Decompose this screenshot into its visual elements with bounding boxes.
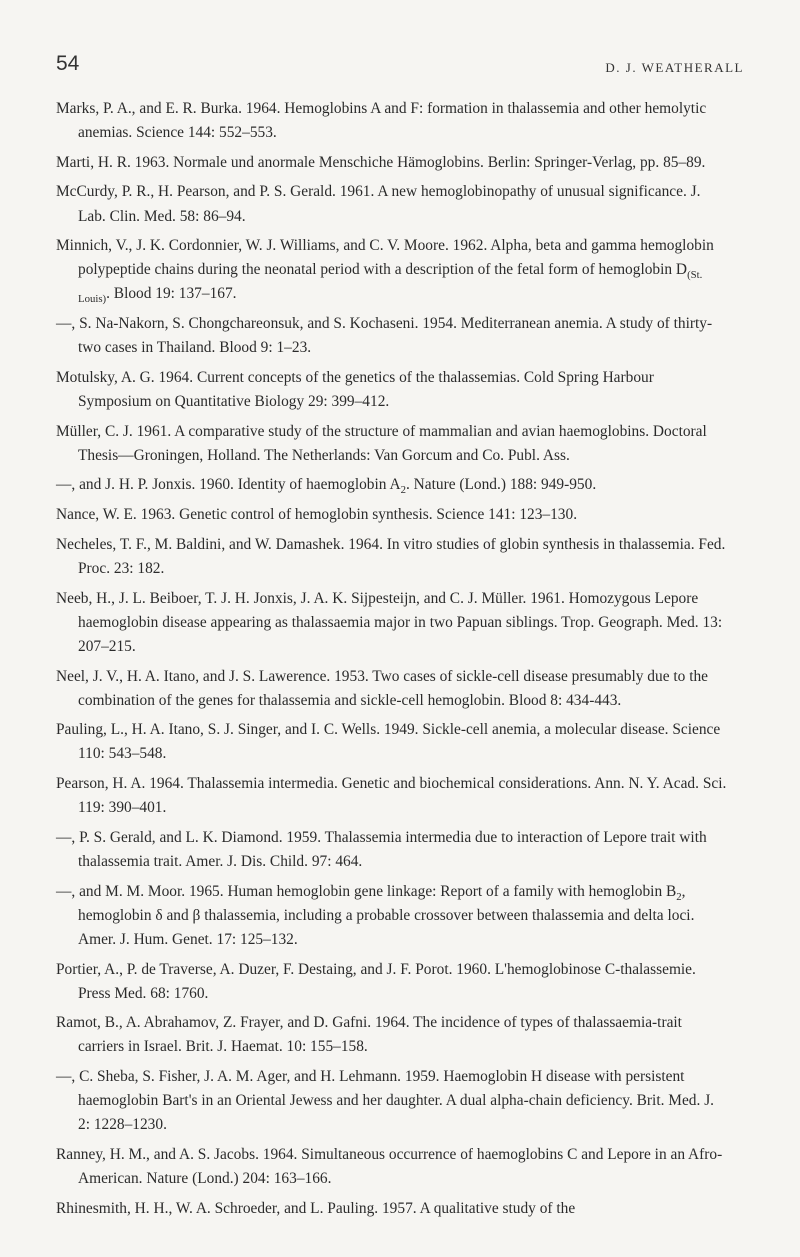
reference-text: Ramot, B., A. Abrahamov, Z. Frayer, and D. Gafni. 1964. The incidence of types of thalassaemia-trait carriers in Israel. Brit. J. Haemat. 10: 155–158. [56,1014,682,1056]
reference-entry [56,1065,728,1137]
reference-text: —, C. Sheba, S. Fisher, J. A. M. Ager, and H. Lehmann. 1959. Haemoglobin H disease with persistent haemoglobin Bart's in an Oriental Jewess and her daughter. A dual alpha-chain deficiency. Brit. Med. J. 2: 1228–1230. [56,1068,715,1134]
reference-text: McCurdy, P. R., H. Pearson, and P. S. Gerald. 1961. A new hemoglobinopathy of unusual significance. J. Lab. Clin. Med. 58: 86–94. [56,183,701,225]
reference-entry [56,533,728,581]
reference-entry [56,234,728,306]
reference-entry [56,312,728,360]
reference-entry [56,180,728,228]
reference-text: Minnich, V., J. K. Cordonnier, W. J. Williams, and C. V. Moore. 1962. Alpha, beta and gamma hemoglobin polypeptide chains during the neonatal period with a description of the fetal form of hemoglobin D [56,237,714,279]
reference-entry [56,97,728,145]
reference-entry [56,1197,728,1221]
reference-entry [56,958,728,1006]
reference-entry [56,151,728,175]
reference-text: —, and J. H. P. Jonxis. 1960. Identity of haemoglobin A [56,476,401,494]
reference-text-tail: . Blood 19: 137–167. [106,285,237,303]
reference-text-tail: . Nature (Lond.) 188: 949-950. [405,476,597,494]
reference-subscript: 2 [676,890,682,903]
reference-entry [56,1011,728,1059]
reference-entry [56,826,728,874]
reference-text: Nance, W. E. 1963. Genetic control of hemoglobin synthesis. Science 141: 123–130. [56,506,578,524]
reference-text: Motulsky, A. G. 1964. Current concepts of the genetics of the thalassemias. Cold Spring Harbour Symposium on Quantitative Biology 29: 399–412. [56,368,654,410]
reference-text: —, P. S. Gerald, and L. K. Diamond. 1959. Thalassemia intermedia due to interaction of Lepore trait with thalassemia trait. Amer. J. Dis. Child. 97: 464. [56,828,707,870]
page-number: 54 [56,52,80,75]
reference-entry [56,420,728,468]
reference-text: Neel, J. V., H. A. Itano, and J. S. Lawerence. 1953. Two cases of sickle-cell disease presumably due to the combination of the genes for thalassemia and sickle-cell hemoglobin. Blood 8: 434-443. [56,667,709,709]
reference-text: Rhinesmith, H. H., W. A. Schroeder, and L. Pauling. 1957. A qualitative study of the [56,1199,576,1217]
reference-entry [56,665,728,713]
reference-text: —, S. Na-Nakorn, S. Chongchareonsuk, and S. Kochaseni. 1954. Mediterranean anemia. A study of thirty-two cases in Thailand. Blood 9: 1–23. [56,315,713,357]
reference-text: Marti, H. R. 1963. Normale und anormale Menschiche Hämoglobins. Berlin: Springer-Verlag, pp. 85–89. [56,153,706,171]
reference-entry [56,880,728,952]
reference-entry [56,503,728,527]
reference-text: Ranney, H. M., and A. S. Jacobs. 1964. Simultaneous occurrence of haemoglobins C and Lepore in an Afro-American. Nature (Lond.) 204: 163–166. [56,1145,723,1188]
reference-text: Marks, P. A., and E. R. Burka. 1964. Hemoglobins A and F: formation in thalassemia and other hemolytic anemias. Science 144: 552–553. [56,100,707,142]
reference-text: Pearson, H. A. 1964. Thalassemia intermedia. Genetic and biochemical considerations. Ann. N. Y. Acad. Sci. 119: 390–401. [56,775,727,817]
reference-entry [56,587,728,659]
reference-subscript: (St. Louis) [78,269,703,306]
reference-entry [56,366,728,414]
reference-list [56,97,728,1226]
reference-text: Portier, A., P. de Traverse, A. Duzer, F. Destaing, and J. F. Porot. 1960. L'hemoglobinose C-thalassemie. Press Med. 68: 1760. [56,960,696,1002]
reference-text: Müller, C. J. 1961. A comparative study of the structure of mammalian and avian haemoglobins. Doctoral Thesis—Groningen, Holland. The Netherlands: Van Gorcum and Co. Publ. Ass. [56,422,707,464]
reference-text: Necheles, T. F., M. Baldini, and W. Damashek. 1964. In vitro studies of globin synthesis in thalassemia. Fed. Proc. 23: 182. [56,535,726,577]
reference-text-tail: , hemoglobin δ and β thalassemia, including a probable crossover between thalassemia and delta loci. Amer. J. Hum. Genet. 17: 125–132. [78,882,695,948]
reference-entry [56,772,728,820]
reference-entry [56,718,728,766]
reference-entry [56,473,728,497]
reference-subscript: 2 [400,484,406,497]
reference-text: Pauling, L., H. A. Itano, S. J. Singer, and I. C. Wells. 1949. Sickle-cell anemia, a molecular disease. Science 110: 543–548. [56,721,721,763]
reference-text: —, and M. M. Moor. 1965. Human hemoglobin gene linkage: Report of a family with hemoglobin B [56,882,677,900]
running-head: D. J. WEATHERALL [605,60,744,75]
reference-entry [56,1143,728,1191]
reference-text: Neeb, H., J. L. Beiboer, T. J. H. Jonxis, J. A. K. Sijpesteijn, and C. J. Müller. 1961. Homozygous Lepore haemoglobin disease appearing as thalassaemia major in two Papuan siblings. Trop. Geograph. Med. 13: 207–215. [56,589,723,655]
